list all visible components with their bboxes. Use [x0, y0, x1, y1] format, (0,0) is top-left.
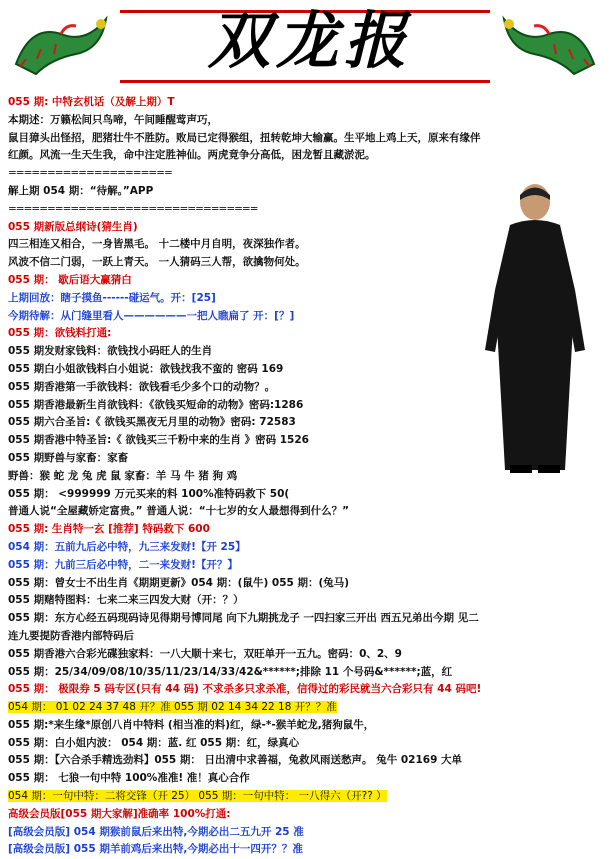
line-text: 055 期：白小姐内波： 054 期：蓝. 红 055 期：红，绿真心 [8, 736, 300, 749]
text-line [8, 735, 604, 753]
line-text: 055 期： 七狼一句中特 100%准准! 准！真心合作 [8, 772, 250, 785]
text-line [8, 397, 604, 415]
line-text: 054 期： 01 02 24 37 48 开？准 055 期 02 14 34 22 18 开？？准 [8, 701, 337, 714]
line-text: 解上期 054 期：“待解。”APP [8, 184, 154, 197]
line-text: 055 期发财家钱料：欲钱找小码旺人的生肖 [8, 345, 213, 358]
line-text: 055 期：25/34/09/08/10/35/11/23/14/33/42&******;排除 11 个号码&******;蓝，红 [8, 665, 453, 678]
text-line [8, 201, 604, 219]
text-line [8, 325, 604, 343]
line-text: 鼠目獐头出怪招，肥猪壮牛不胜防。败局已定得猴组，扭转乾坤大输赢。生平地上鸡上天，原来有缘伴 [8, 131, 481, 144]
line-text: 054 期：五前九后必中特，九三来发财!【开 25】 [8, 540, 246, 553]
line-text: 连九要提防香港内部特码后 [8, 629, 134, 642]
text-line [8, 343, 604, 361]
line-text: 055 期：九前三后必中特，二一来发财!【开？】 [8, 558, 238, 571]
line-text: 055 期香港最新生肖欲钱料：《欲钱买短命的动物》密码:1286 [8, 398, 304, 411]
line-text: ===================== [8, 167, 172, 180]
line-text: 055 期：曾女士不出生肖《期期更新》054 期：(鼠牛) 055 期：(兔马) [8, 576, 350, 589]
header-banner [0, 0, 610, 90]
page-title: 双龙报 [207, 4, 412, 77]
text-line [8, 450, 604, 468]
line-text: [高级会员版] 055 期羊前鸡后来出特,今期必出十一四开？？准 [8, 843, 303, 856]
text-line [8, 841, 604, 859]
line-text: 055 期：【六合杀手精选劲料】055 期： 日出清中求善福，兔救风雨送愁声。 兔牛 02169 大单 [8, 754, 463, 767]
text-line [8, 468, 604, 486]
text-line [8, 699, 604, 717]
dragon-left-icon [6, 4, 124, 82]
line-text: 中特玄机话（及解上期）T [48, 96, 175, 108]
bottom-red-rule [120, 80, 490, 83]
text-line [8, 236, 604, 254]
text-line [8, 592, 604, 610]
text-line [8, 681, 604, 699]
line-text: 055 期新版总纲诗(猜生肖) [8, 220, 138, 233]
text-line [8, 717, 604, 735]
line-text: 055 期六合圣旨:《 欲钱买黑夜无月里的动物》密码: 72583 [8, 416, 296, 429]
text-line [8, 130, 604, 148]
text-line [8, 770, 604, 788]
text-line [8, 308, 604, 326]
text-line [8, 539, 604, 557]
content-body [8, 94, 604, 859]
line-text: 055 期白小姐欲钱料白小姐说：欲钱找我不蛮的 密码 169 [8, 362, 284, 375]
dragon-right-icon [486, 4, 604, 82]
line-text: 055 期香港中特圣旨:《 欲钱买三千粉中来的生肖 》密码 1526 [8, 434, 309, 447]
line-text: 055 期： 歇后语大赢猜白 [8, 273, 132, 286]
line-text: 055 期：东方心经五码现码诗见得期号博同尾 向下九期挑龙子 一四扫家三开出 西五兄弟出今期 见二 [8, 612, 479, 625]
text-line [8, 379, 604, 397]
line-text: 055 期:*来生缘*原创八肖中特料 (相当准的料)红，绿-*-猴羊蛇龙,猪狗鼠牛， [8, 718, 375, 731]
text-line [8, 147, 604, 165]
line-text: 今期待解：从门缝里看人——————一把人瞧扁了 开：[？] [8, 309, 295, 322]
text-line [8, 788, 604, 806]
line-text: 风波不信二门弱，一跃上青天。 一人猜码三人帮，欲擒物何处。 [8, 256, 306, 269]
line-text: 055 期香港第一手欲钱料：欲钱看毛少多个口的动物？。 [8, 380, 276, 393]
line-text: [高级会员版] 054 期猴前鼠后来出特,今期必出二五九开 25 准 [8, 825, 304, 838]
text-line [8, 646, 604, 664]
line-text: 055 期赌特图料：七来二来三四发大财（开：？） [8, 594, 244, 607]
text-line [8, 806, 604, 824]
text-line [8, 664, 604, 682]
line-text: 055 期： <999999 万元买来的料 100%准特码救下 50( [8, 487, 290, 500]
text-line [8, 94, 604, 112]
text-line [8, 219, 604, 237]
text-line [8, 628, 604, 646]
text-line [8, 165, 604, 183]
line-text: 高级会员版[055 期大家解]准确率 100%打通: [8, 807, 231, 820]
text-line [8, 503, 604, 521]
line-text: 红颜。风流一生天生我，命中注定胜神仙。两虎竟争分高低，困龙暂且藏淤泥。 [8, 149, 376, 162]
text-line [8, 824, 604, 842]
line-text: 055 期： 极限券 5 码专区(只有 44 码) 不求杀多只求杀准，信得过的彩民就当六合彩只有 44 码吧! [8, 683, 482, 696]
text-line [8, 752, 604, 770]
line-text: 055 期: 生肖特一玄 [推荐] 特码救下 600 [8, 523, 210, 536]
text-line [8, 557, 604, 575]
line-text: 本期述：万籁松间只鸟啼，午间睡醒莺声巧， [8, 113, 218, 126]
line-text: 055 期: [8, 96, 49, 108]
text-line [8, 183, 604, 201]
text-line [8, 486, 604, 504]
text-line [8, 254, 604, 272]
text-line [8, 290, 604, 308]
line-text: 055 期野兽与家畜：家畜 [8, 451, 129, 464]
text-line [8, 610, 604, 628]
line-text: 054 期：一句中特：二将交锋（开 25） 055 期：一句中特： 一八得六（开?? ） [8, 790, 387, 803]
text-line [8, 521, 604, 539]
line-text: 055 期香港六合彩光碟独家料：一八大顺十来七，双旺单开一五九。密码：0、2、9 [8, 647, 402, 660]
line-text: ================================ [8, 202, 258, 215]
text-line [8, 432, 604, 450]
line-text: 普通人说“全屋藏娇定富贵。” 普通人说：“十七岁的女人最想得到什么？” [8, 505, 350, 518]
line-text: 四三相连又相合，一身皆黑毛。 十二楼中月自明，夜深独作者。 [8, 238, 306, 251]
line-text: 野兽：猴 蛇 龙 兔 虎 鼠 家畜：羊 马 牛 猪 狗 鸡 [8, 469, 238, 482]
line-text: 上期回放：瞎子摸鱼------碰运气。开：[25] [8, 291, 216, 304]
text-line [8, 112, 604, 130]
text-line [8, 361, 604, 379]
text-line [8, 272, 604, 290]
text-line [8, 575, 604, 593]
text-line [8, 414, 604, 432]
line-text: 055 期：欲钱料打通: [8, 327, 112, 340]
